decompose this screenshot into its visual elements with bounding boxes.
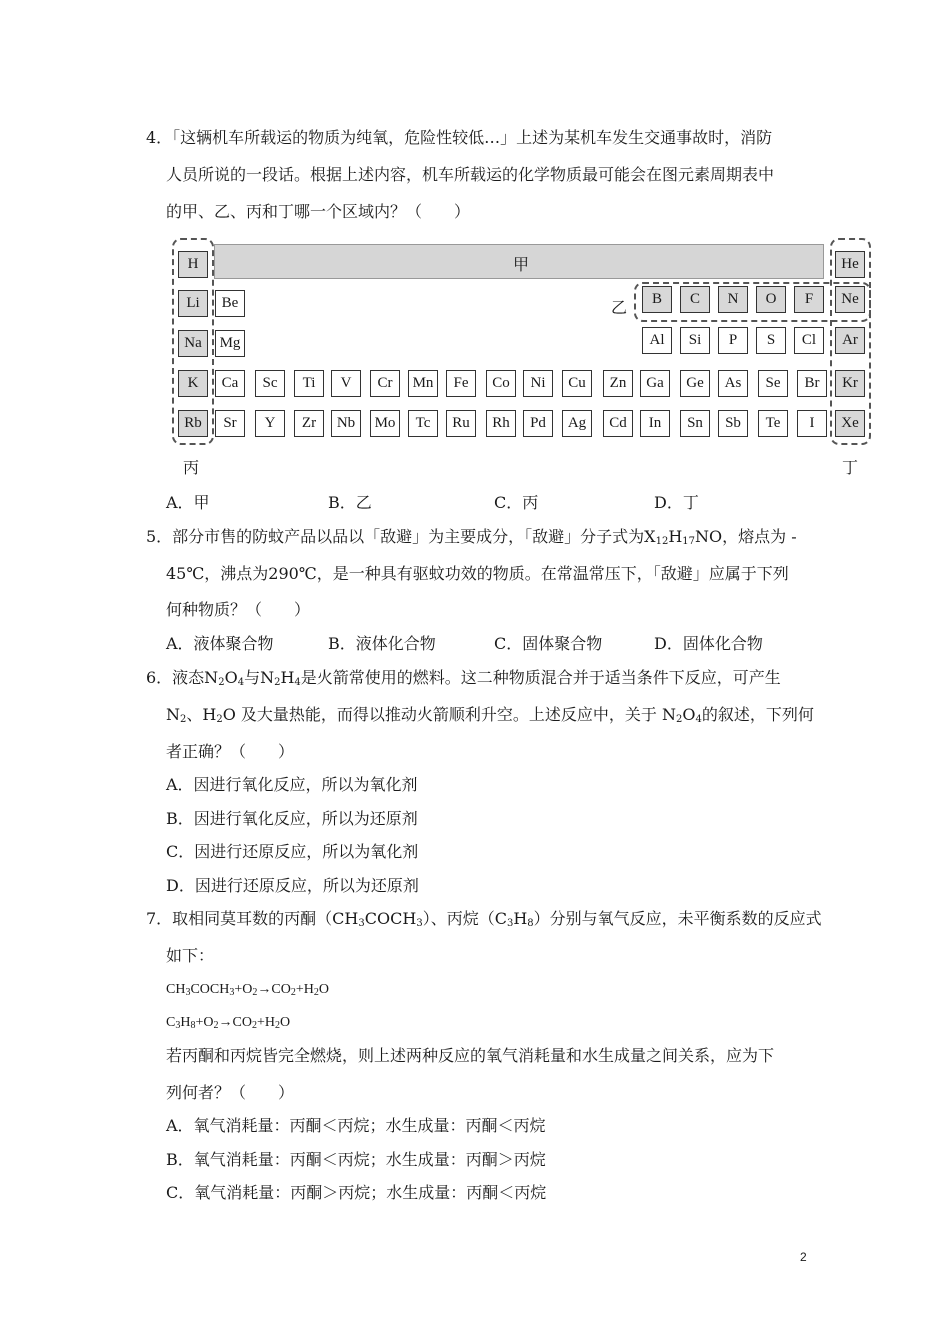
element-cell-sn: Sn [680,410,710,437]
q4-text-line3: 的甲、乙、丙和丁哪一个区域内？（ ） [166,202,471,221]
element-cell-as: As [718,370,748,397]
element-cell-f: F [794,286,824,313]
q5-text-line2: 45℃，沸点为290℃，是一种具有驱蚊功效的物质。在常温常压下，「敌避」应属于下列 [166,564,789,583]
q6-option-c: C．因进行还原反应，所以为氧化剂 [166,842,419,861]
element-cell-h: H [178,251,208,278]
q5-option-a: A．液体聚合物 [166,634,274,653]
element-cell-he: He [835,251,865,278]
element-cell-k: K [178,370,208,397]
q4-option-b: B．乙 [328,493,372,512]
q7-text-line3: 若丙酮和丙烷皆完全燃烧，则上述两种反应的氧气消耗量和水生成量之间关系，应为下 [166,1046,775,1065]
q7-equation-acetone: $CH_3COCH_3+O_2\to CO_2+H_2O$ [166,982,329,998]
element-cell-se: Se [758,370,788,397]
element-cell-kr: Kr [835,370,865,397]
q5-option-d: D．固体化合物 [654,634,763,653]
q7-option-b: B．氧气消耗量：丙酮＜丙烷；水生成量：丙酮＞丙烷 [166,1150,546,1169]
element-cell-ti: Ti [294,370,324,397]
page-number: 2 [800,1250,807,1264]
element-cell-sr: Sr [215,410,245,437]
element-cell-br: Br [797,370,827,397]
element-cell-ru: Ru [446,410,476,437]
q4-option-d: D．丁 [654,493,699,512]
element-cell-s: S [756,327,786,354]
element-cell-sb: Sb [718,410,748,437]
element-cell-n: N [718,286,748,313]
element-cell-sc: Sc [255,370,285,397]
element-cell-in: In [640,410,670,437]
q7-option-a: A．氧气消耗量：丙酮＜丙烷；水生成量：丙酮＜丙烷 [166,1116,546,1135]
element-cell-ni: Ni [523,370,553,397]
q6-option-d: D．因进行还原反应，所以为还原剂 [166,876,419,895]
element-cell-al: Al [642,327,672,354]
q6-text-line2: $N_2$、$H_2O$ 及大量热能，而得以推动火箭顺利升空。上述反应中，关于 $N_2O_4$的叙述，下列何 [166,705,814,725]
q5-text-line1: 5．部分市售的防蚊产品以品以「敌避」为主要成分，「敌避」分子式为$X_{12}H_{17}NO$，熔点为 - [146,527,797,547]
zone-jia-label: 甲 [513,255,530,274]
q7-text-line2: 如下： [166,946,215,965]
periodic-table-figure [170,235,875,480]
element-cell-i: I [797,410,827,437]
element-cell-co: Co [486,370,516,397]
element-cell-ag: Ag [562,410,592,437]
element-cell-zn: Zn [603,370,633,397]
element-cell-pd: Pd [523,410,553,437]
element-cell-zr: Zr [294,410,324,437]
element-cell-nb: Nb [331,410,361,437]
q6-text-line1: 6．液态$N_2O_4$与$N_2H_4$是火箭常使用的燃料。这二种物质混合并于适当条件下反应，可产生 [146,668,781,688]
element-cell-cu: Cu [562,370,592,397]
element-cell-ar: Ar [835,327,865,354]
element-cell-o: O [756,286,786,313]
element-cell-rh: Rh [486,410,516,437]
element-cell-fe: Fe [446,370,476,397]
element-cell-tc: Tc [408,410,438,437]
element-cell-p: P [718,327,748,354]
q5-option-c: C．固体聚合物 [494,634,603,653]
element-cell-mo: Mo [370,410,400,437]
element-cell-b: B [642,286,672,313]
q4-option-a: A．甲 [166,493,210,512]
element-cell-ne: Ne [835,286,865,313]
element-cell-mg: Mg [215,330,245,357]
element-cell-ga: Ga [640,370,670,397]
element-cell-ca: Ca [215,370,245,397]
q5-option-b: B．液体化合物 [328,634,436,653]
element-cell-na: Na [178,330,208,357]
q6-option-b: B．因进行氧化反应，所以为还原剂 [166,809,418,828]
q5-text-line3: 何种物质？（ ） [166,600,311,619]
element-cell-be: Be [215,290,245,317]
q6-option-a: A．因进行氧化反应，所以为氧化剂 [166,775,418,794]
element-cell-v: V [331,370,361,397]
element-cell-li: Li [178,290,208,317]
q7-option-c: C．氧气消耗量：丙酮＞丙烷；水生成量：丙酮＜丙烷 [166,1183,547,1202]
element-cell-si: Si [680,327,710,354]
element-cell-cd: Cd [603,410,633,437]
element-cell-c: C [680,286,710,313]
q4-option-c: C．丙 [494,493,539,512]
q7-equation-propane: $C_3H_8+O_2\to CO_2+H_2O$ [166,1015,291,1031]
element-cell-rb: Rb [178,410,208,437]
q7-text-line1: 7．取相同莫耳数的丙酮$(CH_3COCH_3)$、丙烷$(C_3H_8)$分别与氧气反应，未平衡系数的反应式 [146,909,822,929]
element-cell-cl: Cl [794,327,824,354]
element-cell-xe: Xe [835,410,865,437]
element-cell-mn: Mn [408,370,438,397]
zone-ding-label: 丁 [842,458,859,477]
q7-text-line4: 列何者？（ ） [166,1083,295,1102]
q4-text-line2: 人员所说的一段话。根据上述内容，机车所载运的化学物质最可能会在图元素周期表中 [166,165,775,184]
element-cell-ge: Ge [680,370,710,397]
element-cell-cr: Cr [370,370,400,397]
zone-yi-label: 乙 [611,298,628,317]
element-cell-te: Te [758,410,788,437]
element-cell-y: Y [255,410,285,437]
q6-text-line3: 者正确？（ ） [166,742,295,761]
q4-text-line1: 4．「这辆机车所载运的物质为纯氧，危险性较低…」上述为某机车发生交通事故时，消防 [146,128,773,147]
zone-bing-label: 丙 [183,458,200,477]
